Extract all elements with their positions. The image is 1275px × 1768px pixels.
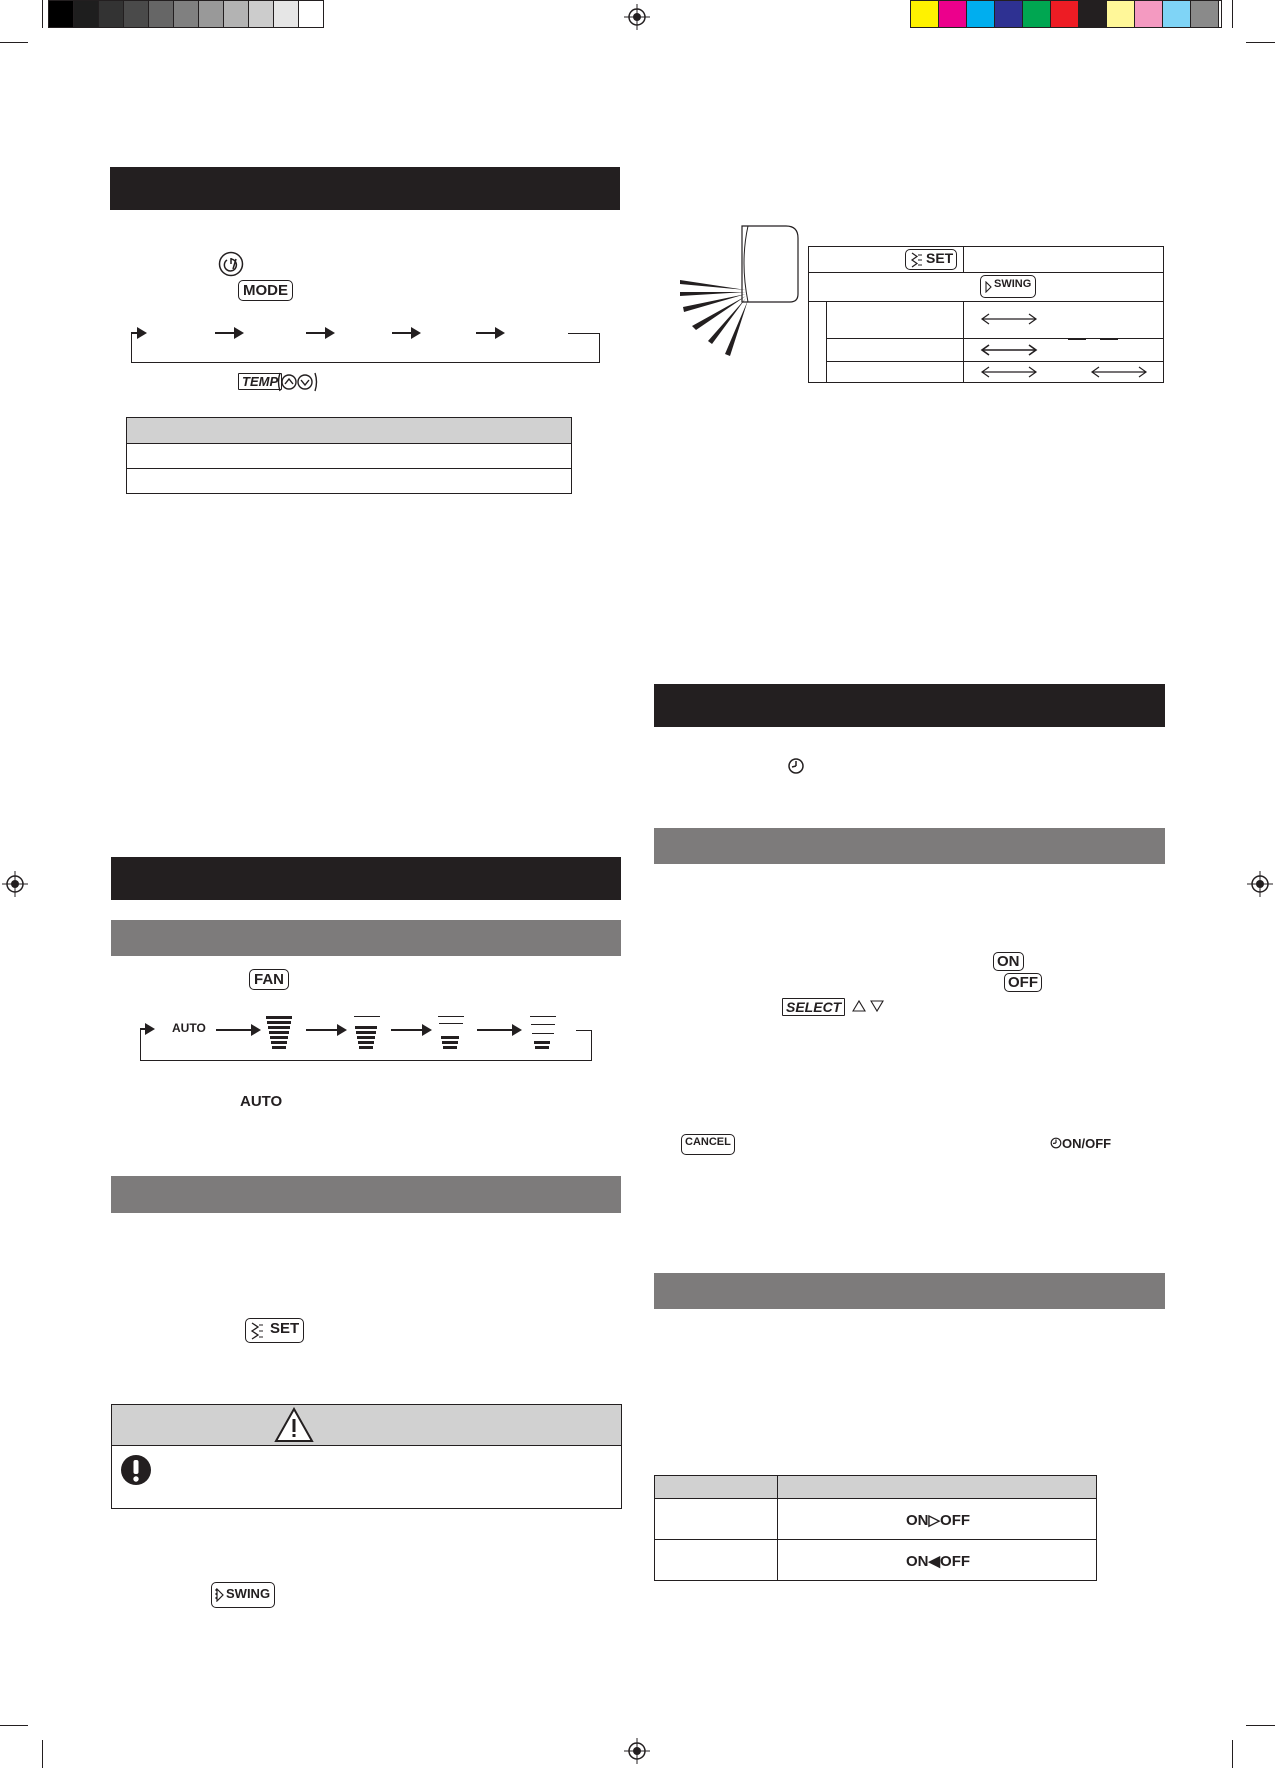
calibration-swatch: [99, 1, 124, 27]
mode-button[interactable]: MODE: [238, 280, 293, 301]
select-up-down-icon: [851, 999, 887, 1013]
auto-label: AUTO: [240, 1093, 283, 1110]
set-button[interactable]: [245, 1318, 304, 1343]
fan-level-high-icon: [264, 1016, 296, 1052]
set-button-label: SET: [270, 1320, 300, 1337]
crop-mark: [1232, 0, 1233, 28]
crop-mark: [1246, 42, 1275, 43]
calibration-swatch: [1135, 1, 1163, 27]
subsection-header-on-off-timer: [654, 828, 1165, 864]
swing-key-table-label: SWING: [994, 278, 1032, 290]
crop-mark: [0, 42, 28, 43]
crop-mark: [1246, 1725, 1275, 1726]
set-key-table-label: SET: [926, 250, 954, 266]
power-icon: [218, 251, 244, 277]
off-timer-button[interactable]: OFF: [1004, 973, 1042, 992]
swing-button-label: SWING: [226, 1586, 271, 1601]
swing-range-arrow: [980, 312, 1038, 326]
calibration-swatch: [1023, 1, 1051, 27]
calibration-swatch: [74, 1, 99, 27]
color-calibration-bar: [910, 0, 1222, 28]
crop-mark: [1232, 1740, 1233, 1768]
subsection-header-program-timer: [654, 1273, 1165, 1309]
swing-icon: [984, 281, 993, 293]
airflow-set-icon: [249, 1322, 265, 1340]
registration-mark-bottom: [624, 1738, 650, 1764]
timer-table-row2: ON◀OFF: [906, 1553, 971, 1570]
temp-button[interactable]: TEMP: [238, 373, 282, 390]
swing-key-table: [980, 275, 1036, 298]
calibration-swatch: [967, 1, 995, 27]
calibration-swatch: [1163, 1, 1191, 27]
calibration-swatch: [124, 1, 149, 27]
swing-icon: [215, 1588, 225, 1602]
swing-range-arrow: [980, 343, 1038, 357]
registration-mark-top: [624, 4, 650, 30]
timer-on-off-label: ON/OFF: [1062, 1136, 1112, 1151]
calibration-swatch: [1107, 1, 1135, 27]
subsection-header-fan-speed: [111, 920, 621, 956]
calibration-swatch: [299, 1, 324, 27]
section-header-operation: [110, 167, 620, 210]
registration-mark-left: [2, 871, 28, 897]
crop-mark: [42, 0, 43, 28]
calibration-swatch: [1051, 1, 1079, 27]
warning-triangle-icon: [274, 1407, 314, 1443]
timer-on-off-button[interactable]: [1050, 1136, 1111, 1151]
cancel-button[interactable]: CANCEL: [681, 1134, 735, 1155]
crop-mark: [42, 1740, 43, 1768]
timer-clock-icon: [1050, 1137, 1062, 1149]
on-timer-button[interactable]: ON: [993, 952, 1024, 971]
calibration-swatch: [1191, 1, 1219, 27]
calibration-swatch: [911, 1, 939, 27]
swing-range-arrow: [1090, 365, 1148, 379]
calibration-swatch: [149, 1, 174, 27]
crop-mark: [0, 1725, 28, 1726]
swing-button[interactable]: [211, 1582, 275, 1608]
section-header-timer: [654, 684, 1165, 727]
set-key-table: [905, 249, 957, 270]
fan-level-quiet-icon: [528, 1016, 560, 1052]
calibration-swatch: [249, 1, 274, 27]
fan-button[interactable]: FAN: [249, 969, 289, 990]
section-header-fan-airflow: [111, 857, 621, 900]
calibration-swatch: [224, 1, 249, 27]
mandatory-exclamation-icon: [120, 1454, 152, 1486]
timer-table-row1: ON▷OFF: [906, 1512, 971, 1529]
calibration-swatch: [174, 1, 199, 27]
calibration-swatch: [995, 1, 1023, 27]
temp-up-down-icon: [276, 371, 320, 393]
registration-mark-right: [1247, 871, 1273, 897]
calibration-swatch: [49, 1, 74, 27]
select-button[interactable]: SELECT: [782, 998, 845, 1016]
fan-level-medium-icon: [352, 1016, 384, 1052]
airflow-louver-illustration: [678, 222, 800, 358]
fan-auto-label: AUTO: [172, 1021, 206, 1035]
swing-range-arrow: [980, 365, 1038, 379]
calibration-swatch: [199, 1, 224, 27]
calibration-swatch: [939, 1, 967, 27]
subsection-header-airflow-direction: [111, 1176, 621, 1213]
grayscale-calibration-bar: [48, 0, 324, 28]
airflow-set-icon: [909, 252, 923, 268]
calibration-swatch: [274, 1, 299, 27]
timer-clock-icon: [787, 757, 805, 775]
calibration-swatch: [1079, 1, 1107, 27]
fan-level-low-icon: [436, 1016, 468, 1052]
